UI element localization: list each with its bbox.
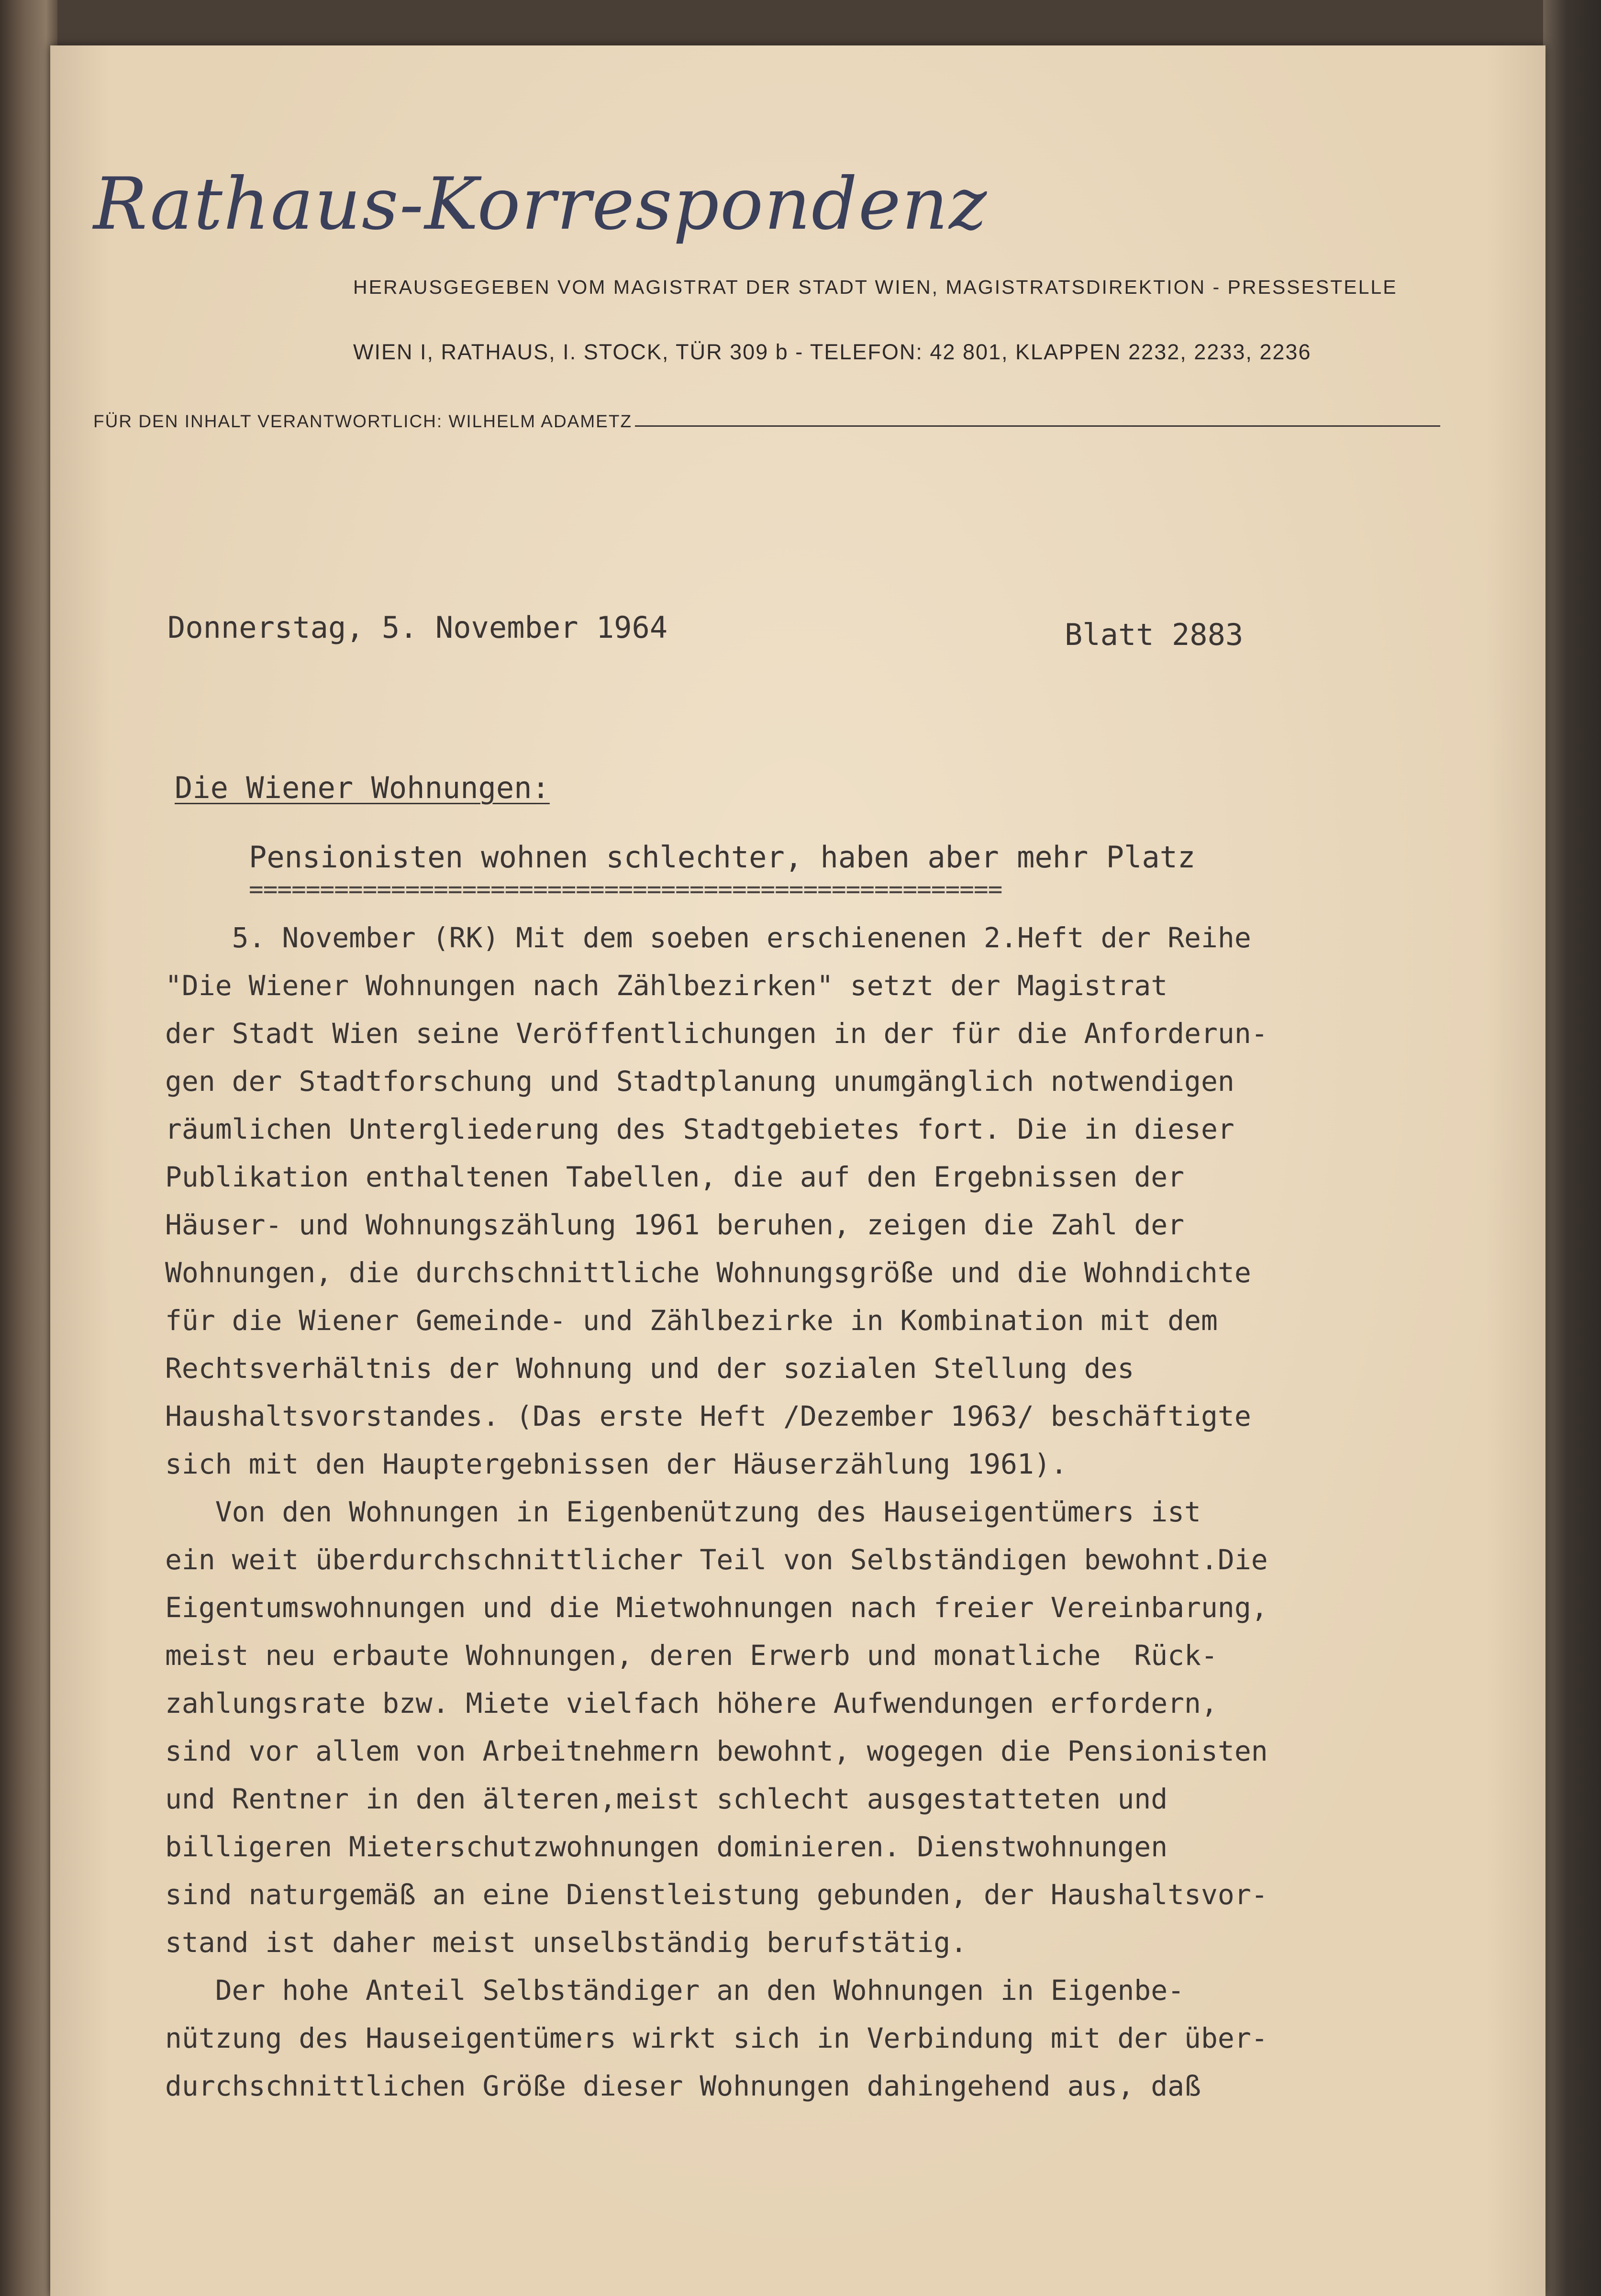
body-line: räumlichen Untergliederung des Stadtgebietes fort. Die in dieser [165,1113,1234,1145]
body-line: Publikation enthaltenen Tabellen, die auf den Ergebnissen der [165,1161,1185,1193]
body-line: Der hohe Anteil Selbständiger an den Wohnungen in Eigenbe- [165,1974,1185,2007]
body-line: durchschnittlichen Größe dieser Wohnungen dahingehend aus, daß [165,2070,1201,2102]
binding-edge [1543,0,1601,2296]
body-line: gen der Stadtforschung und Stadtplanung unumgänglich notwendigen [165,1065,1234,1098]
double-rule: ===================================================== [249,876,1002,904]
body-line: meist neu erbaute Wohnungen, deren Erwerb und monatliche Rück- [165,1639,1218,1672]
article-heading: Die Wiener Wohnungen: [175,770,550,805]
body-paragraph [165,1966,1495,2110]
facing-page-edge [0,0,57,2296]
body-line: Haushaltsvorstandes. (Das erste Heft /Dezember 1963/ beschäftigte [165,1400,1251,1432]
body-line: ein weit überdurchschnittlicher Teil von Selbständigen bewohnt.Die [165,1543,1268,1576]
responsible-text: FÜR DEN INHALT VERANTWORTLICH: WILHELM ADAMETZ [93,411,633,431]
body-line: zahlungsrate bzw. Miete vielfach höhere Aufwendungen erfordern, [165,1687,1218,1719]
responsible-line [93,411,1440,432]
body-line: sind naturgemäß an eine Dienstleistung gebunden, der Haushaltsvor- [165,1878,1268,1911]
body-line: der Stadt Wien seine Veröffentlichungen in der für die Anforderun- [165,1017,1268,1050]
header-rule [635,425,1440,427]
body-line: für die Wiener Gemeinde- und Zählbezirke in Kombination mit dem [165,1304,1218,1337]
body-line: Von den Wohnungen in Eigenbenützung des Hauseigentümers ist [165,1496,1201,1528]
body-line: Rechtsverhältnis der Wohnung und der sozialen Stellung des [165,1352,1134,1385]
body-line: Häuser- und Wohnungszählung 1961 beruhen, zeigen die Zahl der [165,1209,1185,1241]
article-subheading: Pensionisten wohnen schlechter, haben aber mehr Platz [249,840,1196,875]
body-paragraph [165,1488,1495,1966]
body-line: und Rentner in den älteren,meist schlecht ausgestatteten und [165,1783,1168,1815]
body-line: 5. November (RK) Mit dem soeben erschienenen 2.Heft der Reihe [165,921,1251,954]
body-line: nützung des Hauseigentümers wirkt sich in Verbindung mit der über- [165,2022,1268,2054]
body-line: Eigentumswohnungen und die Mietwohnungen nach freier Vereinbarung, [165,1591,1268,1624]
body-line: "Die Wiener Wohnungen nach Zählbezirken" setzt der Magistrat [165,969,1168,1002]
sheet-number: Blatt 2883 [1065,617,1244,652]
body-paragraph [165,914,1495,1488]
body-line: stand ist daher meist unselbständig berufstätig. [165,1926,967,1959]
body-line: billigeren Mieterschutzwohnungen dominieren. Dienstwohnungen [165,1830,1168,1863]
body-line: sich mit den Hauptergebnissen der Häuserzählung 1961). [165,1448,1067,1480]
body-line: Wohnungen, die durchschnittliche Wohnungsgröße und die Wohndichte [165,1256,1251,1289]
body-line: sind vor allem von Arbeitnehmern bewohnt, wogegen die Pensionisten [165,1735,1268,1767]
dateline: Donnerstag, 5. November 1964 [167,610,668,645]
publisher-line: HERAUSGEGEBEN VOM MAGISTRAT DER STADT WIEN, MAGISTRATSDIREKTION - PRESSESTELLE [353,276,1398,298]
masthead-title: Rathaus-Korrespondenz [93,163,988,246]
article-body [165,914,1495,2110]
address-line: WIEN I, RATHAUS, I. STOCK, TÜR 309 b - TELEFON: 42 801, KLAPPEN 2232, 2233, 2236 [353,340,1312,364]
